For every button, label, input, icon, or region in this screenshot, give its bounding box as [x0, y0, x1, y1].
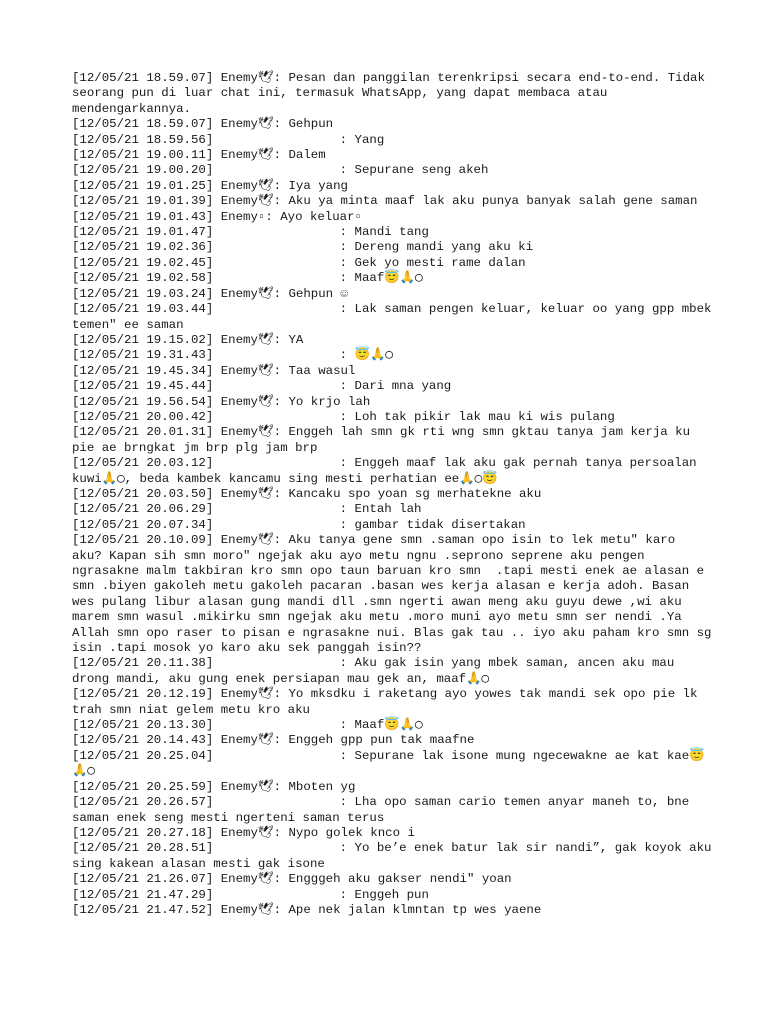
chat-line: [12/05/21 19.56.54] Enemy🕊: Yo krjo lah	[72, 394, 371, 409]
chat-line: [12/05/21 19.45.44] : Dari mna yang	[72, 379, 452, 394]
chat-line: [12/05/21 19.15.02] Enemy🕊: YA	[72, 332, 304, 347]
chat-transcript	[72, 71, 719, 918]
chat-line: [12/05/21 20.27.18] Enemy🕊: Nypo golek knco i	[72, 825, 415, 840]
chat-line: [12/05/21 20.03.12] : Enggeh maaf lak aku gak pernah tanya persoalan kuwi🙏◯, beda kambek kancamu sing mesti perhatian ee🙏◯😇	[72, 456, 705, 486]
chat-line: [12/05/21 18.59.07] Enemy🕊: Pesan dan panggilan terenkripsi secara end-to-end. Tidak seorang pun di luar chat ini, termasuk WhatsApp, yang dapat membaca atau mendengarkannya.	[72, 71, 713, 116]
chat-line: [12/05/21 19.01.47] : Mandi tang	[72, 225, 429, 240]
chat-line: [12/05/21 19.31.43] : 😇🙏◯	[72, 348, 393, 363]
chat-line: [12/05/21 20.25.04] : Sepurane lak isone mung ngecewakne ae kat kae😇🙏◯	[72, 748, 705, 779]
chat-line: [12/05/21 20.12.19] Enemy🕊: Yo mksdku i raketang ayo yowes tak mandi sek opo pie lk trah smn niat gelem metu kro aku	[72, 687, 705, 717]
chat-line: [12/05/21 19.01.25] Enemy🕊: Iya yang	[72, 178, 348, 193]
chat-line: [12/05/21 20.07.34] : gambar tidak disertakan	[72, 517, 526, 532]
chat-line: [12/05/21 19.01.43] Enemy▫: Ayo keluar▫	[72, 209, 362, 224]
chat-line: [12/05/21 21.47.52] Enemy🕊: Ape nek jalan klmntan tp wes yaene	[72, 902, 542, 917]
chat-line: [12/05/21 20.26.57] : Lha opo saman cario temen anyar maneh to, bne saman enek seng mesti ngerteni saman terus	[72, 795, 697, 825]
chat-line: [12/05/21 20.13.30] : Maaf😇🙏◯	[72, 718, 423, 733]
chat-line: [12/05/21 19.00.11] Enemy🕊: Dalem	[72, 148, 326, 163]
chat-line: [12/05/21 21.26.07] Enemy🕊: Engggeh aku gakser nendi" yoan	[72, 872, 512, 887]
chat-line: [12/05/21 19.01.39] Enemy🕊: Aku ya minta maaf lak aku punya banyak salah gene saman	[72, 194, 698, 209]
chat-line: [12/05/21 20.11.38] : Aku gak isin yang mbek saman, ancen aku mau drong mandi, aku gung enek persiapan mau gek an, maaf🙏◯	[72, 656, 682, 686]
chat-line: [12/05/21 21.47.29] : Enggeh pun	[72, 887, 429, 902]
chat-line: [12/05/21 20.28.51] : Yo be’e enek batur lak sir nandi”, gak koyok aku sing kakean alasan mesti gak isone	[72, 841, 719, 871]
chat-line: [12/05/21 20.06.29] : Entah lah	[72, 502, 422, 517]
chat-line: [12/05/21 20.00.42] : Loh tak pikir lak mau ki wis pulang	[72, 409, 615, 424]
chat-line: [12/05/21 19.02.36] : Dereng mandi yang aku ki	[72, 240, 534, 255]
chat-line: [12/05/21 19.45.34] Enemy🕊: Taa wasul	[72, 363, 356, 378]
chat-line: [12/05/21 20.14.43] Enemy🕊: Enggeh gpp pun tak maafne	[72, 733, 475, 748]
chat-line: [12/05/21 19.00.20] : Sepurane seng akeh	[72, 163, 489, 178]
chat-line: [12/05/21 20.25.59] Enemy🕊: Mboten yg	[72, 779, 356, 794]
chat-line: [12/05/21 19.02.45] : Gek yo mesti rame dalan	[72, 255, 526, 270]
chat-line: [12/05/21 19.02.58] : Maaf😇🙏◯	[72, 271, 423, 286]
chat-line: [12/05/21 18.59.07] Enemy🕊: Gehpun	[72, 117, 334, 132]
chat-line: [12/05/21 20.10.09] Enemy🕊: Aku tanya gene smn .saman opo isin to lek metu" karo aku? Kapan sih smn moro" ngejak aku ayo metu ngnu .seprono seprene aku pengen ngrasakne malm takbiran kro smn opo taun baruan kro smn .tapi mesti enek ae alasan e smn .biyen gakoleh metu gakoleh pacaran .basan wes kerja alasan e kerja adoh. Basan wes pulang libur alasan gung mandi dll .smn ngerti awan meng aku guyu dewe ,wi aku marem smn wasul .mikirku smn ngejak aku metu .moro muni ayo metu smn ser nendi .Ya Allah smn opo raser to pisan e ngrasakne nui. Blas gak tau .. iyo aku paham kro smn sg isin .tapi mosok yo karo aku sek panggah isin??	[72, 533, 719, 656]
chat-line: [12/05/21 19.03.24] Enemy🕊: Gehpun ☺	[72, 286, 348, 301]
chat-line: [12/05/21 18.59.56] : Yang	[72, 132, 385, 147]
chat-line: [12/05/21 19.03.44] : Lak saman pengen keluar, keluar oo yang gpp mbek temen" ee saman	[72, 302, 719, 332]
chat-line: [12/05/21 20.03.50] Enemy🕊: Kancaku spo yoan sg merhatekne aku	[72, 486, 542, 501]
chat-line: [12/05/21 20.01.31] Enemy🕊: Enggeh lah smn gk rti wng smn gktau tanya jam kerja ku pie ae brngkat jm brp plg jam brp	[72, 425, 698, 455]
